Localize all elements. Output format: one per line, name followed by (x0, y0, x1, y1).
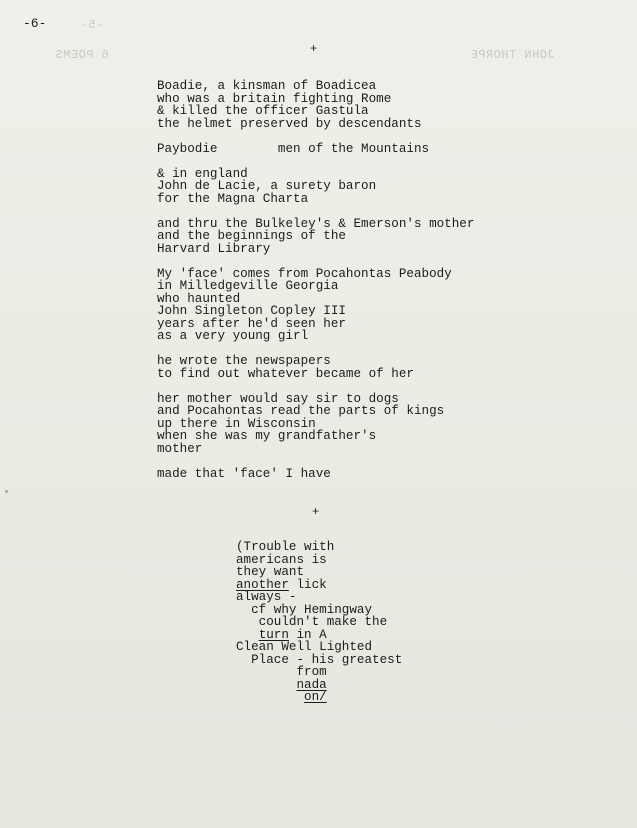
poem-line: My 'face' comes from Pocahontas Peabody (157, 266, 452, 281)
line-text: cf why Hemingway (236, 602, 373, 617)
underlined-word: nada (296, 677, 327, 692)
line-text: from (236, 665, 327, 679)
line-text: Clean Well Lighted (236, 640, 373, 654)
page-number: -6- (23, 16, 47, 31)
poem-line: Paybodie men of the Mountains (157, 141, 430, 156)
punch-hole-mark (5, 490, 8, 493)
poem-line: he wrote the newspapers (157, 354, 331, 368)
poem-line: her mother would say sir to dogs (157, 391, 399, 406)
section-plus-mark: + (312, 505, 320, 519)
bleed-through-text: -5- (80, 18, 104, 32)
line-text: they want (236, 565, 305, 579)
poem-trouble-with-americans (236, 541, 516, 721)
poem-line: and Pocahontas read the parts of kings (157, 404, 445, 418)
underlined-word: another (236, 577, 289, 592)
poem-line: John Singleton Copley III (157, 304, 346, 318)
line-text: (Trouble with (236, 540, 335, 554)
underlined-word: turn (258, 627, 289, 642)
poem-line: as a very young girl (157, 329, 309, 343)
poem-line: the helmet preserved by descendants (157, 116, 422, 131)
poem-line: mother (157, 441, 203, 456)
poem-line: & in england (157, 166, 248, 181)
poem-line: who was a britain fighting Rome (157, 91, 392, 106)
line-text: Place - his greatest (236, 652, 403, 667)
underlined-word: on/ (304, 690, 327, 704)
poem-line: and the beginnings of the (157, 229, 346, 243)
poem-line: when she was my grandfather's (157, 429, 377, 443)
poem-line: and thru the Bulkeley's & Emerson's mother (157, 216, 475, 231)
line-text: americans is (236, 552, 327, 567)
poem-line: to find out whatever became of her (157, 366, 414, 381)
bleed-through-text: 6 POEMS (55, 48, 109, 62)
line-text: couldn't make the (236, 615, 388, 629)
poem-line: Boadie, a kinsman of Boadicea (157, 79, 377, 93)
poem-genealogy (157, 80, 597, 490)
poem-line: for the Magna Charta (157, 191, 309, 206)
poem-line: up there in Wisconsin (157, 416, 316, 431)
line-text (236, 690, 304, 704)
poem-line: & killed the officer Gastula (157, 104, 369, 118)
line-text: always - (236, 590, 297, 604)
line-text: in A (288, 627, 327, 642)
poem-line: who haunted (157, 291, 241, 306)
poem-line: years after he'd seen her (157, 316, 346, 331)
poem-line (236, 691, 327, 704)
top-plus-mark: + (310, 42, 318, 56)
poem-line: made that 'face' I have (157, 466, 331, 481)
bleed-through-text: JOHN THORPE (470, 48, 555, 62)
poem-line: John de Lacie, a surety baron (157, 179, 377, 193)
poem-line: in Milledgeville Georgia (157, 279, 339, 293)
poem-line: Harvard Library (157, 241, 271, 256)
line-text: lick (288, 577, 327, 592)
